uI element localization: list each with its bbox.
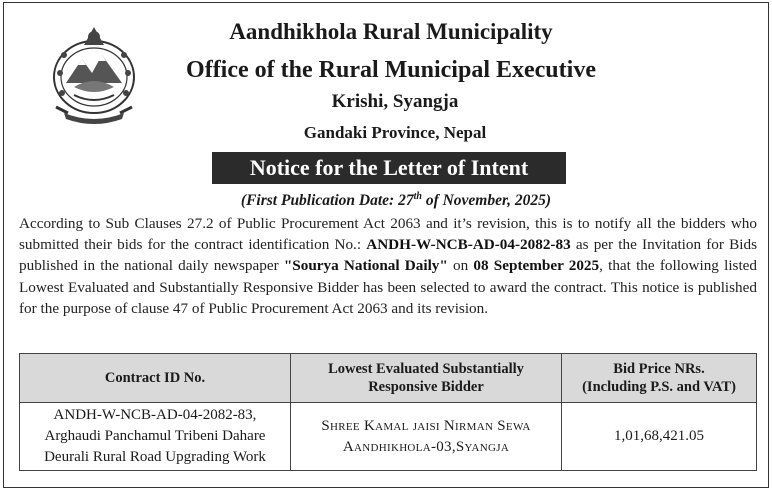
notice-title: Notice for the Letter of Intent — [212, 152, 566, 184]
publication-date: (First Publication Date: 27th of November, 2025) — [240, 191, 552, 210]
header-contract-id: Contract ID No. — [20, 354, 291, 403]
province-name: Gandaki Province, Nepal — [303, 123, 487, 142]
cell-bidder: Shree Kamal jaisi Nirman Sewa Aandhikhola-03,Syangja — [291, 403, 562, 471]
contract-id: ANDH-W-NCB-AD-04-2082-83 — [366, 236, 571, 254]
header-bid-price: Bid Price NRs. (Including P.S. and VAT) — [562, 354, 757, 403]
office-name: Office of the Rural Municipal Executive — [186, 57, 596, 83]
bidder-table — [19, 353, 757, 471]
table-row — [20, 403, 757, 471]
cell-bid-price: 1,01,68,421.05 — [562, 403, 757, 471]
newspaper-name: "Sourya National Daily" — [283, 257, 448, 275]
notice-document — [3, 2, 769, 488]
cell-contract: ANDH-W-NCB-AD-04-2082-83, Arghaudi Panchamul Tribeni Dahare Deurali Rural Road Upgrading Work — [20, 403, 291, 471]
notice-body: According to Sub Clauses 27.2 of Public Procurement Act 2063 and it’s revision, this is to notify all the bidders who submitted their bids for the contract identification No.: ANDH-W-NCB-AD-04-2082-83 as per the Invitation for Bids published in the national daily newspaper "Sourya National Daily" on 08 September 2025, that the following listed Lowest Evaluated and Substantially Responsive Bidder has been selected to award the contract. This notice is published for the purpose of clause 47 of Public Procurement Act 2063 and its revision. — [19, 215, 758, 317]
header-bidder: Lowest Evaluated Substantially Responsive Bidder — [291, 354, 562, 403]
municipality-name: Aandhikhola Rural Municipality — [229, 19, 553, 44]
office-location: Krishi, Syangja — [331, 91, 459, 112]
table-header-row — [20, 354, 757, 403]
ifb-date: 08 September 2025 — [473, 257, 600, 275]
